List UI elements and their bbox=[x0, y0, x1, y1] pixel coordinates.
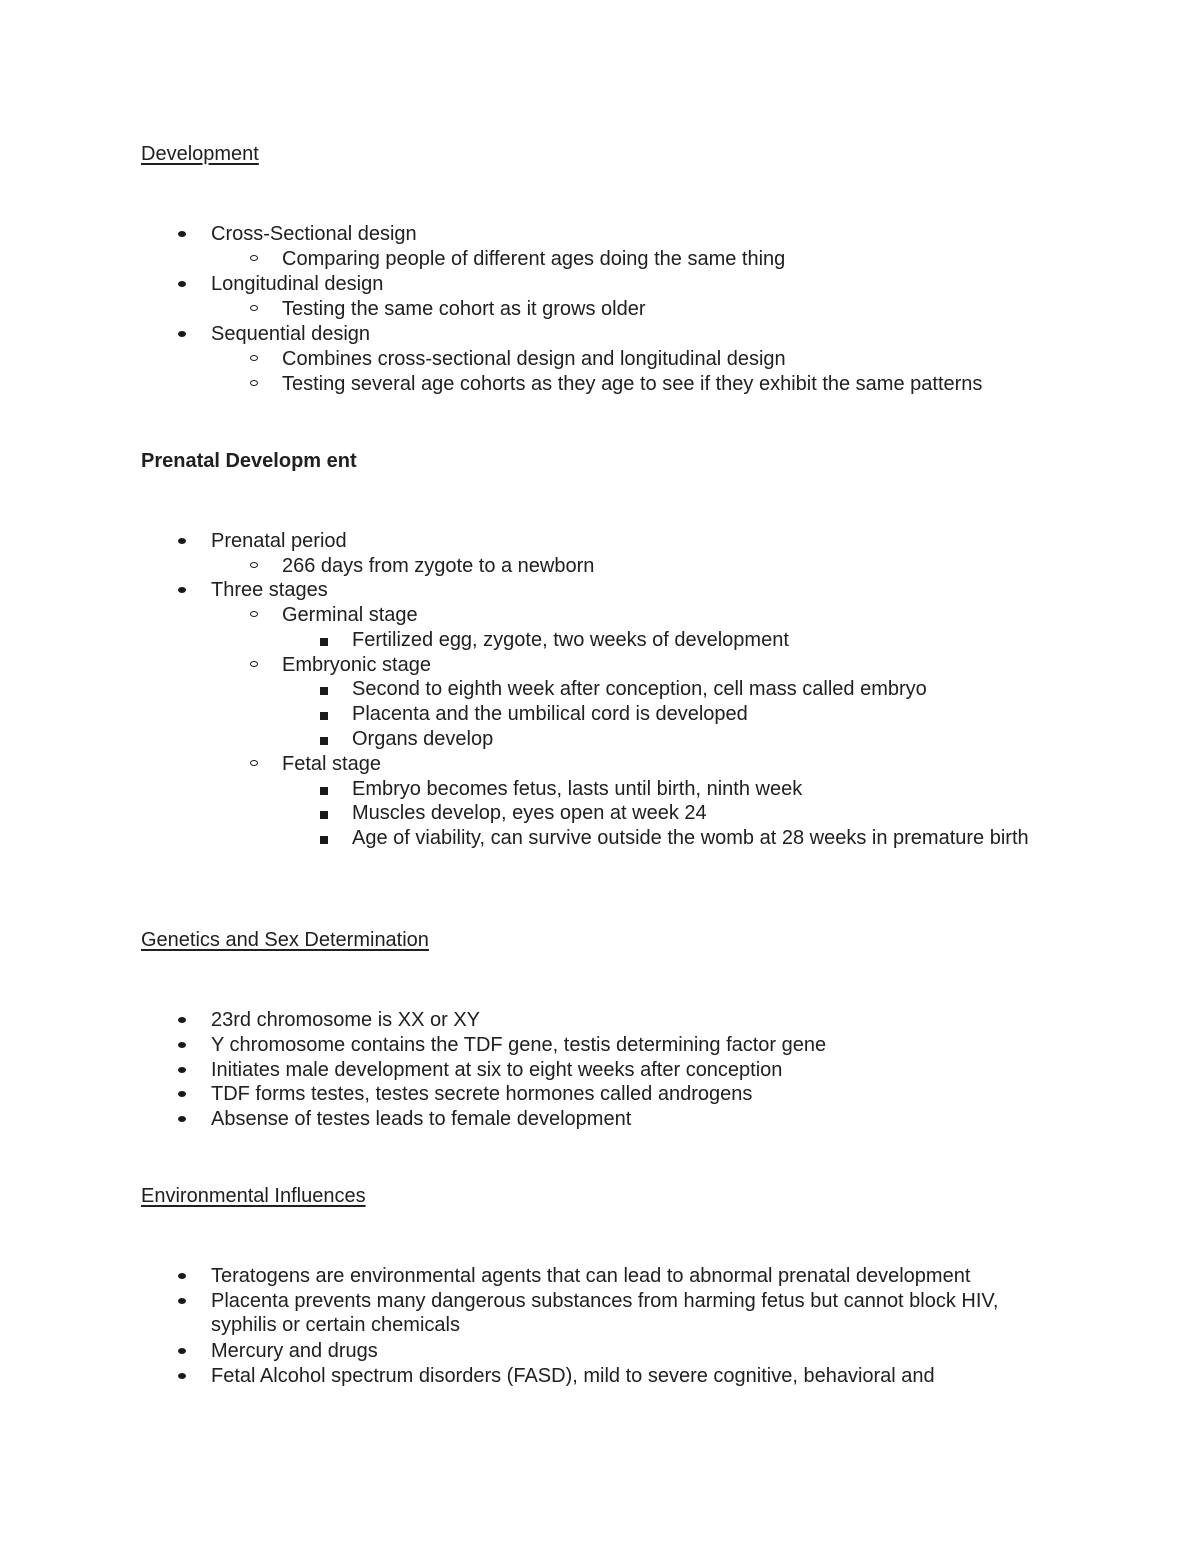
square-bullet-icon bbox=[320, 787, 328, 795]
filled-bullet-icon bbox=[178, 1348, 186, 1354]
list-item: Fetal Alcohol spectrum disorders (FASD), mild to severe cognitive, behavioral and bbox=[211, 1364, 1071, 1388]
filled-bullet-icon bbox=[178, 1067, 186, 1073]
list-item: Testing the same cohort as it grows older bbox=[282, 297, 1072, 321]
square-bullet-icon bbox=[320, 638, 328, 646]
list-item: Embryonic stage bbox=[282, 653, 1072, 677]
filled-bullet-icon bbox=[178, 1273, 186, 1279]
filled-bullet-icon bbox=[178, 587, 186, 593]
square-bullet-icon bbox=[320, 712, 328, 720]
section-heading-genetics: Genetics and Sex Determination bbox=[141, 929, 429, 951]
list-item: Muscles develop, eyes open at week 24 bbox=[352, 801, 1042, 825]
list-item: Second to eighth week after conception, cell mass called embryo bbox=[352, 677, 1042, 701]
list-item: Organs develop bbox=[352, 727, 1042, 751]
hollow-bullet-icon bbox=[250, 380, 258, 386]
filled-bullet-icon bbox=[178, 231, 186, 237]
list-item: Age of viability, can survive outside the womb at 28 weeks in premature birth bbox=[352, 826, 1042, 850]
section-heading-prenatal: Prenatal Developm ent bbox=[141, 450, 357, 472]
filled-bullet-icon bbox=[178, 1298, 186, 1304]
list-item: Fertilized egg, zygote, two weeks of development bbox=[352, 628, 1042, 652]
hollow-bullet-icon bbox=[250, 611, 258, 617]
list-item: Germinal stage bbox=[282, 603, 1072, 627]
square-bullet-icon bbox=[320, 811, 328, 819]
filled-bullet-icon bbox=[178, 1116, 186, 1122]
filled-bullet-icon bbox=[178, 538, 186, 544]
hollow-bullet-icon bbox=[250, 562, 258, 568]
hollow-bullet-icon bbox=[250, 760, 258, 766]
list-item: Combines cross-sectional design and longitudinal design bbox=[282, 347, 1072, 371]
filled-bullet-icon bbox=[178, 1017, 186, 1023]
hollow-bullet-icon bbox=[250, 305, 258, 311]
list-item: Fetal stage bbox=[282, 752, 1072, 776]
list-item: Embryo becomes fetus, lasts until birth, ninth week bbox=[352, 777, 1042, 801]
list-item: Comparing people of different ages doing the same thing bbox=[282, 247, 1072, 271]
section-heading-environmental: Environmental Influences bbox=[141, 1185, 366, 1207]
list-item: Prenatal period bbox=[211, 529, 1071, 553]
filled-bullet-icon bbox=[178, 1373, 186, 1379]
list-item: Three stages bbox=[211, 578, 1071, 602]
list-item: Cross-Sectional design bbox=[211, 222, 1071, 246]
list-item: Initiates male development at six to eight weeks after conception bbox=[211, 1058, 1071, 1082]
list-item: Placenta and the umbilical cord is developed bbox=[352, 702, 1042, 726]
hollow-bullet-icon bbox=[250, 255, 258, 261]
list-item: Placenta prevents many dangerous substances from harming fetus but cannot block HIV, syphilis or certain chemicals bbox=[211, 1289, 1041, 1337]
section-heading-development: Development bbox=[141, 143, 259, 165]
list-item: 266 days from zygote to a newborn bbox=[282, 554, 1072, 578]
list-item: 23rd chromosome is XX or XY bbox=[211, 1008, 1071, 1032]
square-bullet-icon bbox=[320, 836, 328, 844]
filled-bullet-icon bbox=[178, 281, 186, 287]
list-item: TDF forms testes, testes secrete hormones called androgens bbox=[211, 1082, 1071, 1106]
hollow-bullet-icon bbox=[250, 355, 258, 361]
list-item: Longitudinal design bbox=[211, 272, 1071, 296]
hollow-bullet-icon bbox=[250, 661, 258, 667]
list-item: Testing several age cohorts as they age to see if they exhibit the same patterns bbox=[282, 372, 1072, 396]
list-item: Y chromosome contains the TDF gene, testis determining factor gene bbox=[211, 1033, 1071, 1057]
list-item: Sequential design bbox=[211, 322, 1071, 346]
filled-bullet-icon bbox=[178, 331, 186, 337]
list-item: Teratogens are environmental agents that can lead to abnormal prenatal development bbox=[211, 1264, 1071, 1288]
filled-bullet-icon bbox=[178, 1042, 186, 1048]
square-bullet-icon bbox=[320, 737, 328, 745]
list-item: Mercury and drugs bbox=[211, 1339, 1071, 1363]
list-item: Absense of testes leads to female development bbox=[211, 1107, 1071, 1131]
square-bullet-icon bbox=[320, 687, 328, 695]
filled-bullet-icon bbox=[178, 1091, 186, 1097]
